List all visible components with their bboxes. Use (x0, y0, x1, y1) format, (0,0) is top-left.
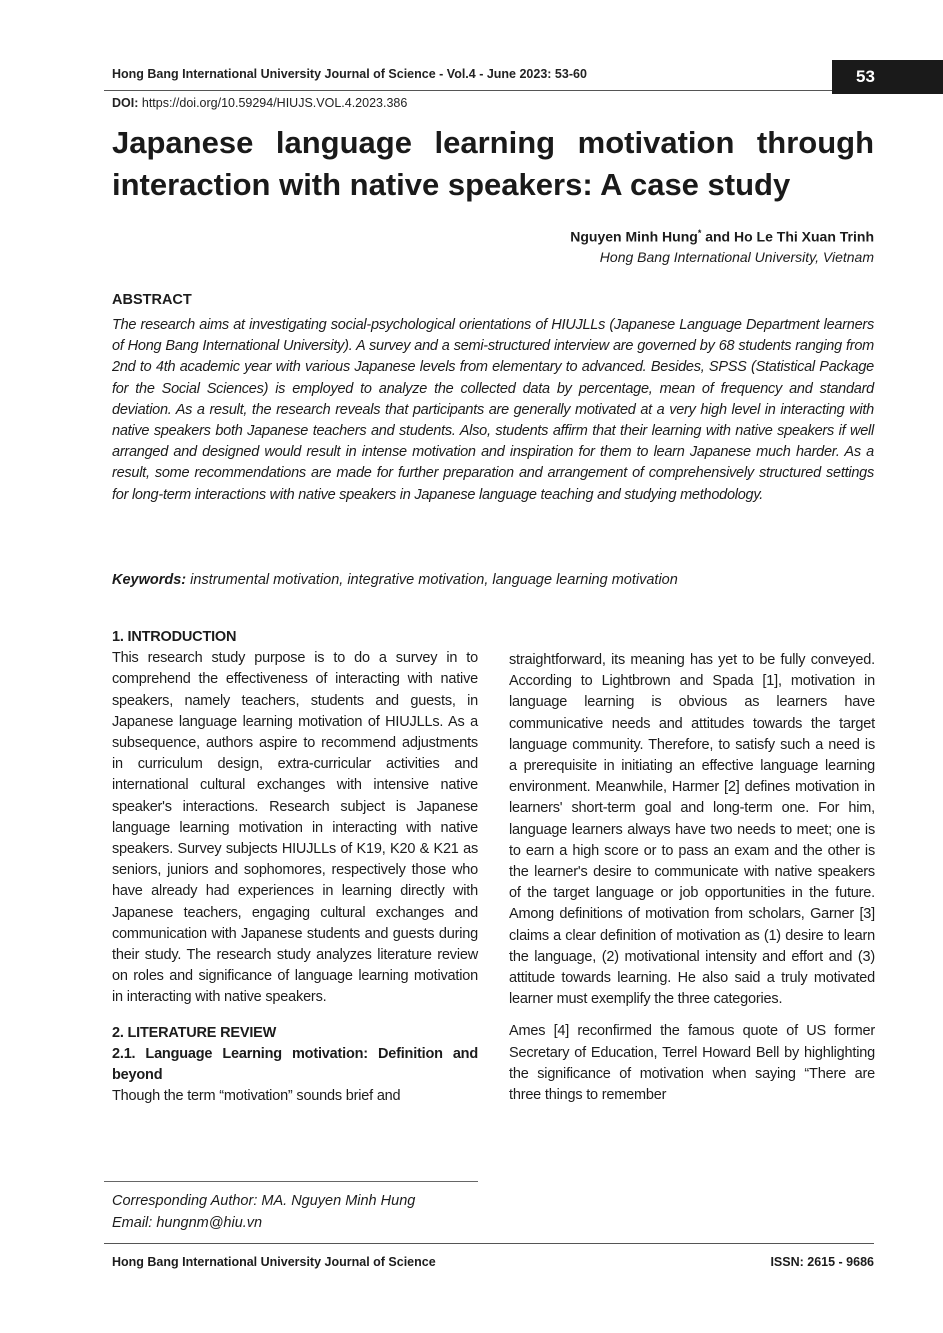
author-2: and Ho Le Thi Xuan Trinh (701, 228, 874, 245)
footnote-divider (104, 1181, 478, 1182)
motivation-definition-paragraph: straightforward, its meaning has yet to be fully conveyed. According to Lightbrown and Spada [1], motivation in language learning is obvious as learners have communicative needs and attitudes towards the target language community. Therefore, to satisfy such a need is a prerequisite in initiating an effective language learning environment. Meanwhile, Harmer [2] defines motivation in learners' short-term goal and long-term one. For him, language learners always have two needs to meet; one is to earn a high score or to pass an exam and the other is the learner's desire to communicate with native speakers of the target language or job opportunities in the future. Among definitions of motivation from scholars, Garner [3] claims a clear definition of motivation as (1) desire to learn the language, (2) motivational intensity and effort and (3) attitude towards learning. He also said a truly motivated learner must exemplify the three categories. (509, 652, 875, 1008)
authors-line (440, 228, 874, 245)
footer-divider (104, 1243, 874, 1244)
abstract-body: The research aims at investigating social-psychological orientations of HIUJLLs (Japanese Language Department learners of Hong Bang International University). A survey and a semi-structured interview are governed by 68 students ranging from 2nd to 4th academic year with various Japanese levels from elementary to advanced. Besides, SPSS (Statistical Package for the Social Sciences) is employed to analyze the collected data by percentage, mean of frequency and standard deviation. As a result, the research reveals that participants are generally motivated at a very high level in interacting with native speakers both Japanese teachers and students. Also, students affirm that their learning with native speakers if well arranged and designed would result in intense motivation and inspiration for them to learn Japanese much harder. As a result, some recommendations are made for further preparation and arrangement of comprehensively structured settings for long-term interactions with native speakers in Japanese language teaching and studying methodology. (112, 317, 874, 503)
footer-issn: ISSN: 2615 - 9686 (770, 1255, 874, 1269)
intro-paragraph: This research study purpose is to do a survey in to comprehend the effectiveness of interacting with native speakers, namely teachers, students and guests, in Japanese language learning motivation of HIUJLLs. As a subsequence, authors aspire to recommend adjustments in curriculum design, extra-curricular activities and international cultural exchanges with intensive native speaker's interactions. Research subject is Japanese language learning motivation in interacting with native speakers. Survey subjects HIUJLLs of K19, K20 & K21 as seniors, juniors and sophomores, respectively those who have already had experiences in learning directly with Japanese teachers, engaging cultural exchanges and communication with Japanese students and guests during their study. The research study analyzes literature review on roles and significance of language learning motivation in interacting with native speakers. (112, 650, 478, 1006)
right-column (509, 650, 875, 1106)
affiliation: Hong Bang International University, Vietnam (599, 249, 874, 265)
left-column (112, 627, 478, 1107)
lit-subheading: 2.1. Language Learning motivation: Definition and beyond (112, 1045, 478, 1084)
paragraph-gap (509, 1010, 875, 1021)
ames-paragraph: Ames [4] reconfirmed the famous quote of US former Secretary of Education, Terrel Howard Bell by highlighting the significance of motivation when saying “There are three things to remember (509, 1023, 875, 1104)
intro-heading: 1. INTRODUCTION (112, 629, 237, 645)
journal-header: Hong Bang International University Journal of Science - Vol.4 - June 2023: 53-60 (112, 67, 587, 81)
article-title: Japanese language learning motivation through interaction with native speakers: A case study (112, 125, 874, 202)
doi-line (112, 96, 612, 110)
author-1: Nguyen Minh Hung (570, 228, 698, 245)
keywords-text: instrumental motivation, integrative motivation, language learning motivation (186, 572, 678, 588)
header-divider (104, 90, 832, 91)
corresponding-marker: * (697, 228, 702, 238)
doi-label: DOI: (112, 96, 139, 110)
lit-paragraph-start: Though the term “motivation” sounds brief and (112, 1088, 401, 1105)
paragraph-gap (112, 1009, 478, 1023)
corresponding-author: Corresponding Author: MA. Nguyen Minh Hung (112, 1193, 416, 1209)
doi-link[interactable]: https://doi.org/10.59294/HIUJS.VOL.4.2023.386 (138, 96, 408, 110)
keywords-label: Keywords: (112, 572, 187, 588)
lit-review-heading: 2. LITERATURE REVIEW (112, 1024, 277, 1041)
page-number-badge: 53 (832, 60, 943, 94)
abstract-heading: ABSTRACT (112, 292, 192, 308)
footer-journal: Hong Bang International University Journal of Science (112, 1255, 436, 1269)
author-email: Email: hungnm@hiu.vn (112, 1215, 263, 1231)
keywords-line (112, 572, 874, 588)
footnote (112, 1190, 492, 1234)
